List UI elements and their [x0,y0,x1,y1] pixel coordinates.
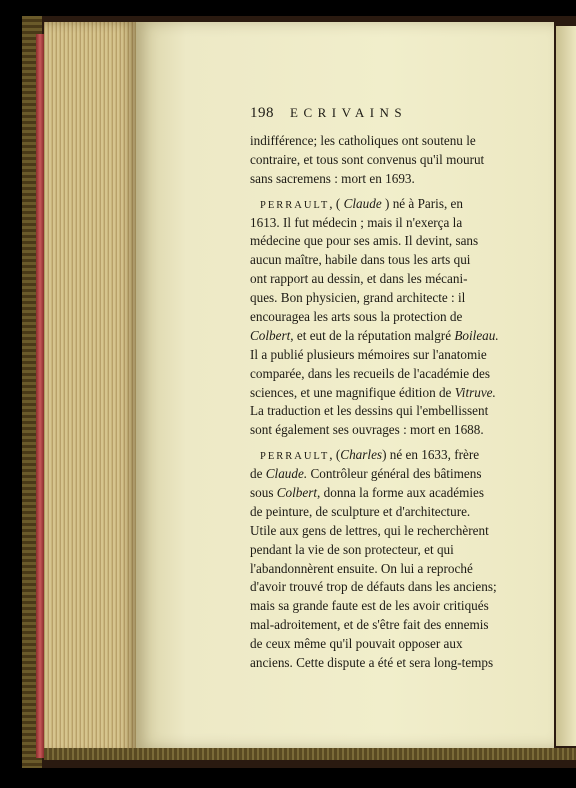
entry-perrault-claude: PERRAULT, ( Claude ) né à Paris, en [260,195,463,211]
entry-name: PERRAULT [260,199,330,211]
facing-page-edge [556,26,576,746]
text-line: d'avoir trouvé trop de défauts dans les anciens; [250,579,497,595]
text-line: l'abandonnèrent ensuite. On lui a reproché [250,560,473,576]
text-line: contraire, et tous sont convenus qu'il mourut [250,151,485,167]
running-head: ECRIVAINS [290,105,408,120]
text-line: ques. Bon physicien, grand architecte : il [250,290,466,306]
text-line: mais sa grande faute est de les avoir critiqués [250,598,489,614]
text-line: de Claude. Contrôleur général des bâtimens [250,466,482,482]
entry-perrault-charles: PERRAULT, (Charles) né en 1633, frère [260,447,480,463]
text-line: 1613. Il fut médecin ; mais il n'exerça la [250,214,463,230]
text-line: encouragea les arts sous la protection de [250,309,463,325]
page-text-block [250,104,518,673]
page-number: 198 [250,105,274,121]
text-line: La traduction et les dessins qui l'embellissent [250,403,489,419]
red-headband [36,34,44,758]
text-line: mal-adroitement, et de s'être fait des ennemis [250,617,489,633]
text-line: ont rapport au dessin, et dans les mécani- [250,271,468,287]
text-line: indifférence; les catholiques ont soutenu le [250,133,476,148]
page-edges [44,22,136,756]
page-header [250,104,518,132]
text-line: sciences, et une magnifique édition de Vitruve. [250,384,496,400]
entry-name: PERRAULT [260,451,330,463]
text-line: sous Colbert, donna la forme aux académies [250,485,485,501]
text-line: Il a publié plusieurs mémoires sur l'anatomie [250,346,487,362]
text-line: pendant la vie de son protecteur, et qui [250,541,454,557]
book-bottom-edge [44,748,576,760]
text-line: Colbert, et eut de la réputation malgré Boileau. [250,327,499,343]
text-line: médecine que pour ses amis. Il devint, sans [250,233,479,249]
text-line: comparée, dans les recueils de l'académie des [250,365,491,381]
text-line: anciens. Cette dispute a été et sera long-temps [250,655,494,671]
text-line: sont également ses ouvrages : mort en 1688. [250,422,484,438]
text-line: aucun maître, habile dans tous les arts qui [250,252,471,268]
text-line: Utile aux gens de lettres, qui le recherchèrent [250,522,489,538]
text-line: de ceux même qu'il pouvait opposer aux [250,636,463,652]
text-line: de peinture, de sculpture et d'architecture. [250,503,471,519]
text-line: sans sacremens : mort en 1693. [250,170,415,186]
